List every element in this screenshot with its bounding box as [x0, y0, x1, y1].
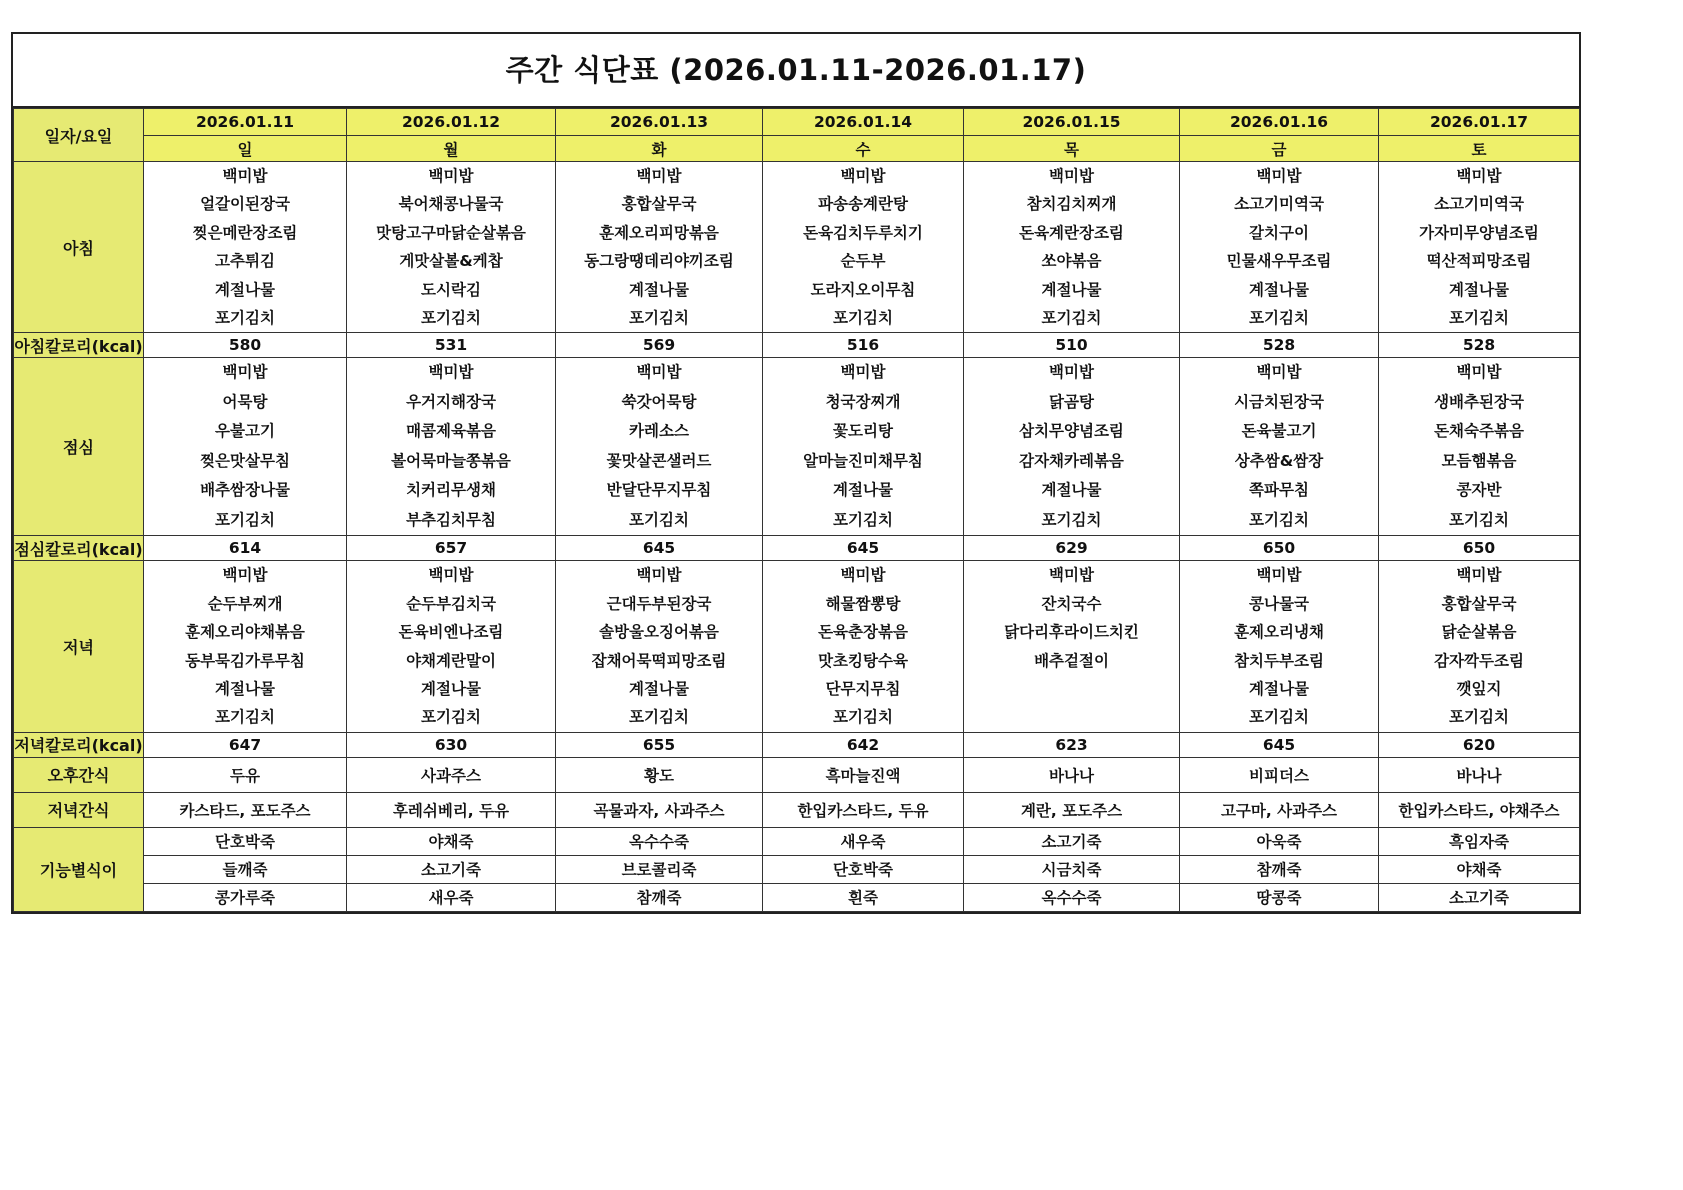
menu-item: 돈육비엔나조림 [398, 623, 504, 642]
menu-list [763, 561, 963, 731]
menu-item: 백미밥 [222, 363, 268, 382]
menu-item [964, 703, 1179, 731]
functional-diet-item: 단호박죽 [144, 827, 347, 855]
functional-diet-row [14, 883, 1580, 911]
weekly-menu-sheet [11, 32, 1581, 914]
menu-item: 훈제오리냉채 [1234, 623, 1324, 642]
menu-item: 백미밥 [428, 363, 474, 382]
menu-item: 홍합살무국 [621, 195, 697, 214]
lunch-menu-cell [763, 358, 964, 536]
day-date: 2026.01.15 [964, 109, 1180, 136]
dinner-label: 저녁 [14, 561, 144, 732]
functional-diet-item: 옥수수죽 [964, 883, 1180, 911]
menu-item: 백미밥 [1256, 566, 1302, 585]
menu-item: 포기김치 [1249, 308, 1309, 327]
menu-item: 잡채어묵떡피망조림 [591, 651, 727, 670]
menu-list [1180, 162, 1378, 332]
functional-diet-item: 흰죽 [763, 883, 964, 911]
menu-item: 백미밥 [1049, 363, 1094, 382]
menu-item: 훈제오리야채볶음 [185, 623, 305, 642]
menu-list [964, 358, 1179, 535]
snack-item: 곡물과자, 사과주스 [556, 792, 763, 827]
kcal-value: 531 [347, 333, 556, 358]
dinner-menu-cell [964, 561, 1180, 732]
day-of-week: 월 [347, 136, 556, 162]
menu-item: 포기김치 [629, 708, 689, 727]
snack-item: 한입카스타드, 야채주스 [1379, 792, 1580, 827]
menu-item: 민물새우무조림 [1226, 252, 1332, 271]
menu-item: 매콤제육볶음 [406, 422, 496, 441]
kcal-value: 645 [763, 536, 964, 561]
menu-item: 백미밥 [840, 167, 886, 185]
menu-item: 청국장찌개 [825, 392, 901, 411]
menu-item: 잔치국수 [1041, 594, 1102, 613]
functional-diet-item: 새우죽 [347, 883, 556, 911]
breakfast-kcal-label: 아침칼로리(kcal) [14, 333, 144, 358]
menu-item: 계절나물 [421, 679, 481, 698]
breakfast-menu-cell [347, 162, 556, 333]
menu-item: 계절나물 [1449, 280, 1509, 299]
lunch-menu-cell [347, 358, 556, 536]
menu-list [763, 358, 963, 535]
menu-item: 삼치무양념조림 [1019, 422, 1124, 441]
menu-item: 계절나물 [629, 679, 689, 698]
menu-item: 돈채숙주볶음 [1434, 422, 1524, 441]
menu-item: 포기김치 [833, 510, 893, 529]
menu-item: 포기김치 [1449, 708, 1509, 727]
functional-diet-item: 참깨죽 [1180, 855, 1379, 883]
menu-item: 감자깍두조림 [1434, 651, 1524, 670]
kcal-value: 630 [347, 732, 556, 757]
menu-item: 포기김치 [1449, 308, 1509, 327]
dinner-menu-cell [1379, 561, 1580, 732]
kcal-value: 645 [1180, 732, 1379, 757]
lunch-menu-cell [964, 358, 1180, 536]
menu-item: 순두부 [840, 252, 886, 271]
menu-item: 계절나물 [1249, 280, 1309, 299]
menu-list [964, 561, 1179, 731]
functional-diet-item: 야채죽 [1379, 855, 1580, 883]
functional-diet-item: 새우죽 [763, 827, 964, 855]
kcal-value: 650 [1180, 536, 1379, 561]
menu-list [1379, 358, 1579, 535]
day-date: 2026.01.13 [556, 109, 763, 136]
breakfast-menu-cell [964, 162, 1180, 333]
functional-diet-row [14, 827, 1580, 855]
menu-item: 백미밥 [1049, 566, 1094, 585]
menu-item: 포기김치 [833, 708, 893, 727]
afternoon-snack-label: 오후간식 [14, 757, 144, 792]
day-of-week: 화 [556, 136, 763, 162]
day-of-week: 수 [763, 136, 964, 162]
menu-item: 단무지무침 [825, 679, 901, 698]
menu-item: 근대두부된장국 [606, 594, 712, 613]
day-of-week: 토 [1379, 136, 1580, 162]
menu-item: 순두부찌개 [207, 594, 283, 613]
menu-item: 참치김치찌개 [1026, 195, 1117, 214]
snack-item: 한입카스타드, 두유 [763, 792, 964, 827]
menu-item: 백미밥 [1049, 167, 1094, 185]
menu-item: 계절나물 [629, 280, 689, 299]
menu-item: 볼어묵마늘쫑볶음 [391, 451, 511, 470]
kcal-value: 569 [556, 333, 763, 358]
functional-diet-item: 아욱죽 [1180, 827, 1379, 855]
menu-item: 깻잎지 [1456, 679, 1502, 698]
dinner-kcal-label: 저녁칼로리(kcal) [14, 732, 144, 757]
menu-item: 찢은맛살무침 [200, 451, 290, 470]
kcal-value: 642 [763, 732, 964, 757]
dinner-menu-cell [144, 561, 347, 732]
lunch-menu-cell [1180, 358, 1379, 536]
menu-item: 포기김치 [833, 308, 893, 327]
menu-item: 맛탕고구마닭순살볶음 [376, 223, 526, 242]
lunch-menu-cell [144, 358, 347, 536]
menu-item: 동그랑땡데리야끼조림 [584, 252, 734, 271]
menu-item: 닭다리후라이드치킨 [1004, 623, 1139, 642]
menu-item: 카레소스 [629, 422, 689, 441]
menu-item: 콩나물국 [1249, 594, 1309, 613]
kcal-value: 647 [144, 732, 347, 757]
menu-item: 얼갈이된장국 [200, 195, 290, 214]
menu-item: 도시락김 [421, 280, 481, 299]
snack-item: 사과주스 [347, 757, 556, 792]
functional-diet-item: 브로콜리죽 [556, 855, 763, 883]
menu-item: 백미밥 [636, 167, 682, 185]
functional-diet-item: 참깨죽 [556, 883, 763, 911]
snack-item: 흑마늘진액 [763, 757, 964, 792]
menu-item: 계절나물 [215, 679, 275, 698]
menu-list [1379, 162, 1579, 332]
kcal-value: 657 [347, 536, 556, 561]
functional-diet-item: 들깨죽 [144, 855, 347, 883]
snack-item: 바나나 [964, 757, 1180, 792]
menu-item: 모듬햄볶음 [1441, 451, 1517, 470]
menu-list [1180, 561, 1378, 731]
menu-list [1180, 358, 1378, 535]
breakfast-menu-cell [1379, 162, 1580, 333]
menu-item: 우불고기 [215, 422, 275, 441]
functional-diet-item: 콩가루죽 [144, 883, 347, 911]
menu-item: 포기김치 [629, 308, 689, 327]
menu-item: 알마늘진미채무침 [803, 451, 923, 470]
menu-item: 시금치된장국 [1234, 392, 1324, 411]
menu-item: 순두부김치국 [406, 594, 496, 613]
functional-diet-label: 기능별식이 [14, 827, 144, 911]
kcal-value: 580 [144, 333, 347, 358]
menu-item: 계절나물 [1041, 481, 1102, 500]
kcal-value: 614 [144, 536, 347, 561]
functional-diet-item: 땅콩죽 [1180, 883, 1379, 911]
menu-item: 포기김치 [629, 510, 689, 529]
menu-item: 동부묵김가루무침 [185, 651, 305, 670]
functional-diet-item: 소고기죽 [964, 827, 1180, 855]
menu-list [144, 162, 346, 332]
menu-item: 포기김치 [1041, 510, 1102, 529]
menu-item: 포기김치 [1041, 308, 1102, 327]
menu-item: 소고기미역국 [1234, 195, 1324, 214]
breakfast-menu-cell [763, 162, 964, 333]
menu-item: 참치두부조림 [1234, 651, 1324, 670]
breakfast-label: 아침 [14, 162, 144, 333]
menu-item: 상추쌈&쌈장 [1234, 451, 1324, 470]
menu-item: 도라지오이무침 [810, 280, 916, 299]
menu-item: 떡산적피망조림 [1426, 252, 1532, 271]
kcal-value: 528 [1180, 333, 1379, 358]
menu-item: 콩자반 [1456, 481, 1502, 500]
menu-item: 돈육춘장볶음 [818, 623, 908, 642]
menu-item: 닭곰탕 [1049, 392, 1094, 411]
breakfast-menu-cell [144, 162, 347, 333]
menu-item: 반달단무지무침 [606, 481, 712, 500]
menu-item: 야채계란말이 [406, 651, 496, 670]
dinner-menu-cell [347, 561, 556, 732]
functional-diet-row [14, 855, 1580, 883]
menu-list [144, 561, 346, 731]
menu-item: 감자채카레볶음 [1019, 451, 1124, 470]
menu-list [144, 358, 346, 535]
day-of-week: 목 [964, 136, 1180, 162]
kcal-value: 623 [964, 732, 1180, 757]
menu-list [347, 162, 555, 332]
menu-item [964, 675, 1179, 703]
page-title: 주간 식단표 (2026.01.11-2026.01.17) [13, 34, 1579, 108]
evening-snack-row [14, 792, 1580, 827]
header-label: 일자/요일 [14, 109, 144, 162]
menu-list [556, 162, 762, 332]
menu-item: 백미밥 [840, 363, 886, 382]
menu-item: 해물짬뽕탕 [825, 594, 901, 613]
breakfast-menu-cell [556, 162, 763, 333]
day-date: 2026.01.17 [1379, 109, 1580, 136]
functional-diet-item: 옥수수죽 [556, 827, 763, 855]
functional-diet-item: 소고기죽 [1379, 883, 1580, 911]
menu-item: 치커리무생채 [406, 481, 496, 500]
menu-item: 돈육불고기 [1241, 422, 1317, 441]
lunch-menu-cell [556, 358, 763, 536]
lunch-menu-cell [1379, 358, 1580, 536]
menu-item: 포기김치 [1449, 510, 1509, 529]
menu-item: 계절나물 [1249, 679, 1309, 698]
menu-item: 쏘야볶음 [1041, 252, 1102, 271]
kcal-value: 650 [1379, 536, 1580, 561]
menu-item: 포기김치 [215, 510, 275, 529]
snack-item: 황도 [556, 757, 763, 792]
day-of-week: 금 [1180, 136, 1379, 162]
dinner-row [14, 561, 1580, 732]
snack-item: 비피더스 [1180, 757, 1379, 792]
snack-item: 계란, 포도주스 [964, 792, 1180, 827]
header-row-date [14, 109, 1580, 136]
menu-item: 백미밥 [1456, 167, 1502, 185]
menu-list [556, 358, 762, 535]
menu-list [964, 162, 1179, 332]
kcal-value: 510 [964, 333, 1180, 358]
menu-item: 부추김치무침 [406, 510, 496, 529]
kcal-value: 620 [1379, 732, 1580, 757]
menu-item: 쪽파무침 [1249, 481, 1309, 500]
menu-item: 찢은메란장조림 [192, 223, 298, 242]
functional-diet-item: 흑임자죽 [1379, 827, 1580, 855]
functional-diet-item: 소고기죽 [347, 855, 556, 883]
menu-item: 솔방울오징어볶음 [599, 623, 719, 642]
dinner-kcal-row [14, 732, 1580, 757]
menu-item: 쑥갓어묵탕 [621, 392, 697, 411]
menu-item: 배추겉절이 [1034, 651, 1109, 670]
menu-item: 백미밥 [222, 167, 268, 185]
menu-item: 가자미무양념조림 [1419, 223, 1539, 242]
day-of-week: 일 [144, 136, 347, 162]
breakfast-kcal-row [14, 333, 1580, 358]
menu-item: 백미밥 [636, 566, 682, 585]
menu-item: 생배추된장국 [1434, 392, 1524, 411]
menu-item: 돈육김치두루치기 [803, 223, 923, 242]
menu-item: 포기김치 [421, 308, 481, 327]
menu-item: 포기김치 [1249, 708, 1309, 727]
menu-item: 게맛살볼&케찹 [399, 252, 503, 271]
menu-list [347, 561, 555, 731]
menu-item: 홍합살무국 [1441, 594, 1517, 613]
afternoon-snack-row [14, 757, 1580, 792]
menu-item: 백미밥 [1256, 167, 1302, 185]
kcal-value: 516 [763, 333, 964, 358]
menu-item: 백미밥 [222, 566, 268, 585]
menu-item: 갈치구이 [1249, 223, 1309, 242]
menu-item: 포기김치 [1249, 510, 1309, 529]
day-date: 2026.01.11 [144, 109, 347, 136]
menu-item: 어묵탕 [222, 392, 268, 411]
menu-item: 계절나물 [215, 280, 275, 299]
menu-item: 우거지해장국 [406, 392, 496, 411]
functional-diet-item: 야채죽 [347, 827, 556, 855]
menu-item: 계절나물 [833, 481, 893, 500]
menu-item: 백미밥 [1456, 363, 1502, 382]
dinner-menu-cell [1180, 561, 1379, 732]
menu-list [347, 358, 555, 535]
menu-item: 고추튀김 [215, 252, 275, 271]
menu-item: 꽃맛살콘샐러드 [606, 451, 712, 470]
lunch-kcal-row [14, 536, 1580, 561]
lunch-kcal-label: 점심칼로리(kcal) [14, 536, 144, 561]
menu-item: 맛초킹탕수육 [818, 651, 908, 670]
menu-item: 꽃도리탕 [833, 422, 893, 441]
menu-item: 백미밥 [1456, 566, 1502, 585]
menu-list [763, 162, 963, 332]
functional-diet-item: 시금치죽 [964, 855, 1180, 883]
menu-item: 배추쌈장나물 [200, 481, 290, 500]
menu-item: 백미밥 [840, 566, 886, 585]
kcal-value: 645 [556, 536, 763, 561]
menu-item: 백미밥 [636, 363, 682, 382]
menu-item: 계절나물 [1041, 280, 1102, 299]
menu-table [13, 108, 1580, 912]
menu-item: 포기김치 [215, 308, 275, 327]
menu-item: 북어채콩나물국 [398, 195, 504, 214]
breakfast-menu-cell [1180, 162, 1379, 333]
evening-snack-label: 저녁간식 [14, 792, 144, 827]
menu-list [1379, 561, 1579, 731]
menu-list [556, 561, 762, 731]
menu-item: 돈육계란장조림 [1019, 223, 1124, 242]
menu-item: 파송송계란탕 [818, 195, 908, 214]
dinner-menu-cell [763, 561, 964, 732]
functional-diet-item: 단호박죽 [763, 855, 964, 883]
kcal-value: 655 [556, 732, 763, 757]
day-date: 2026.01.14 [763, 109, 964, 136]
day-date: 2026.01.12 [347, 109, 556, 136]
snack-item: 카스타드, 포도주스 [144, 792, 347, 827]
menu-item: 백미밥 [428, 566, 474, 585]
snack-item: 고구마, 사과주스 [1180, 792, 1379, 827]
lunch-row [14, 358, 1580, 536]
menu-item: 소고기미역국 [1434, 195, 1524, 214]
lunch-label: 점심 [14, 358, 144, 536]
snack-item: 두유 [144, 757, 347, 792]
menu-item: 백미밥 [1256, 363, 1302, 382]
kcal-value: 629 [964, 536, 1180, 561]
menu-item: 포기김치 [215, 708, 275, 727]
menu-item: 훈제오리피망볶음 [599, 223, 719, 242]
snack-item: 후레쉬베리, 두유 [347, 792, 556, 827]
kcal-value: 528 [1379, 333, 1580, 358]
snack-item: 바나나 [1379, 757, 1580, 792]
menu-item: 포기김치 [421, 708, 481, 727]
menu-item: 닭순살볶음 [1441, 623, 1517, 642]
header-row-dow [14, 136, 1580, 162]
dinner-menu-cell [556, 561, 763, 732]
menu-item: 백미밥 [428, 167, 474, 185]
breakfast-row [14, 162, 1580, 333]
day-date: 2026.01.16 [1180, 109, 1379, 136]
